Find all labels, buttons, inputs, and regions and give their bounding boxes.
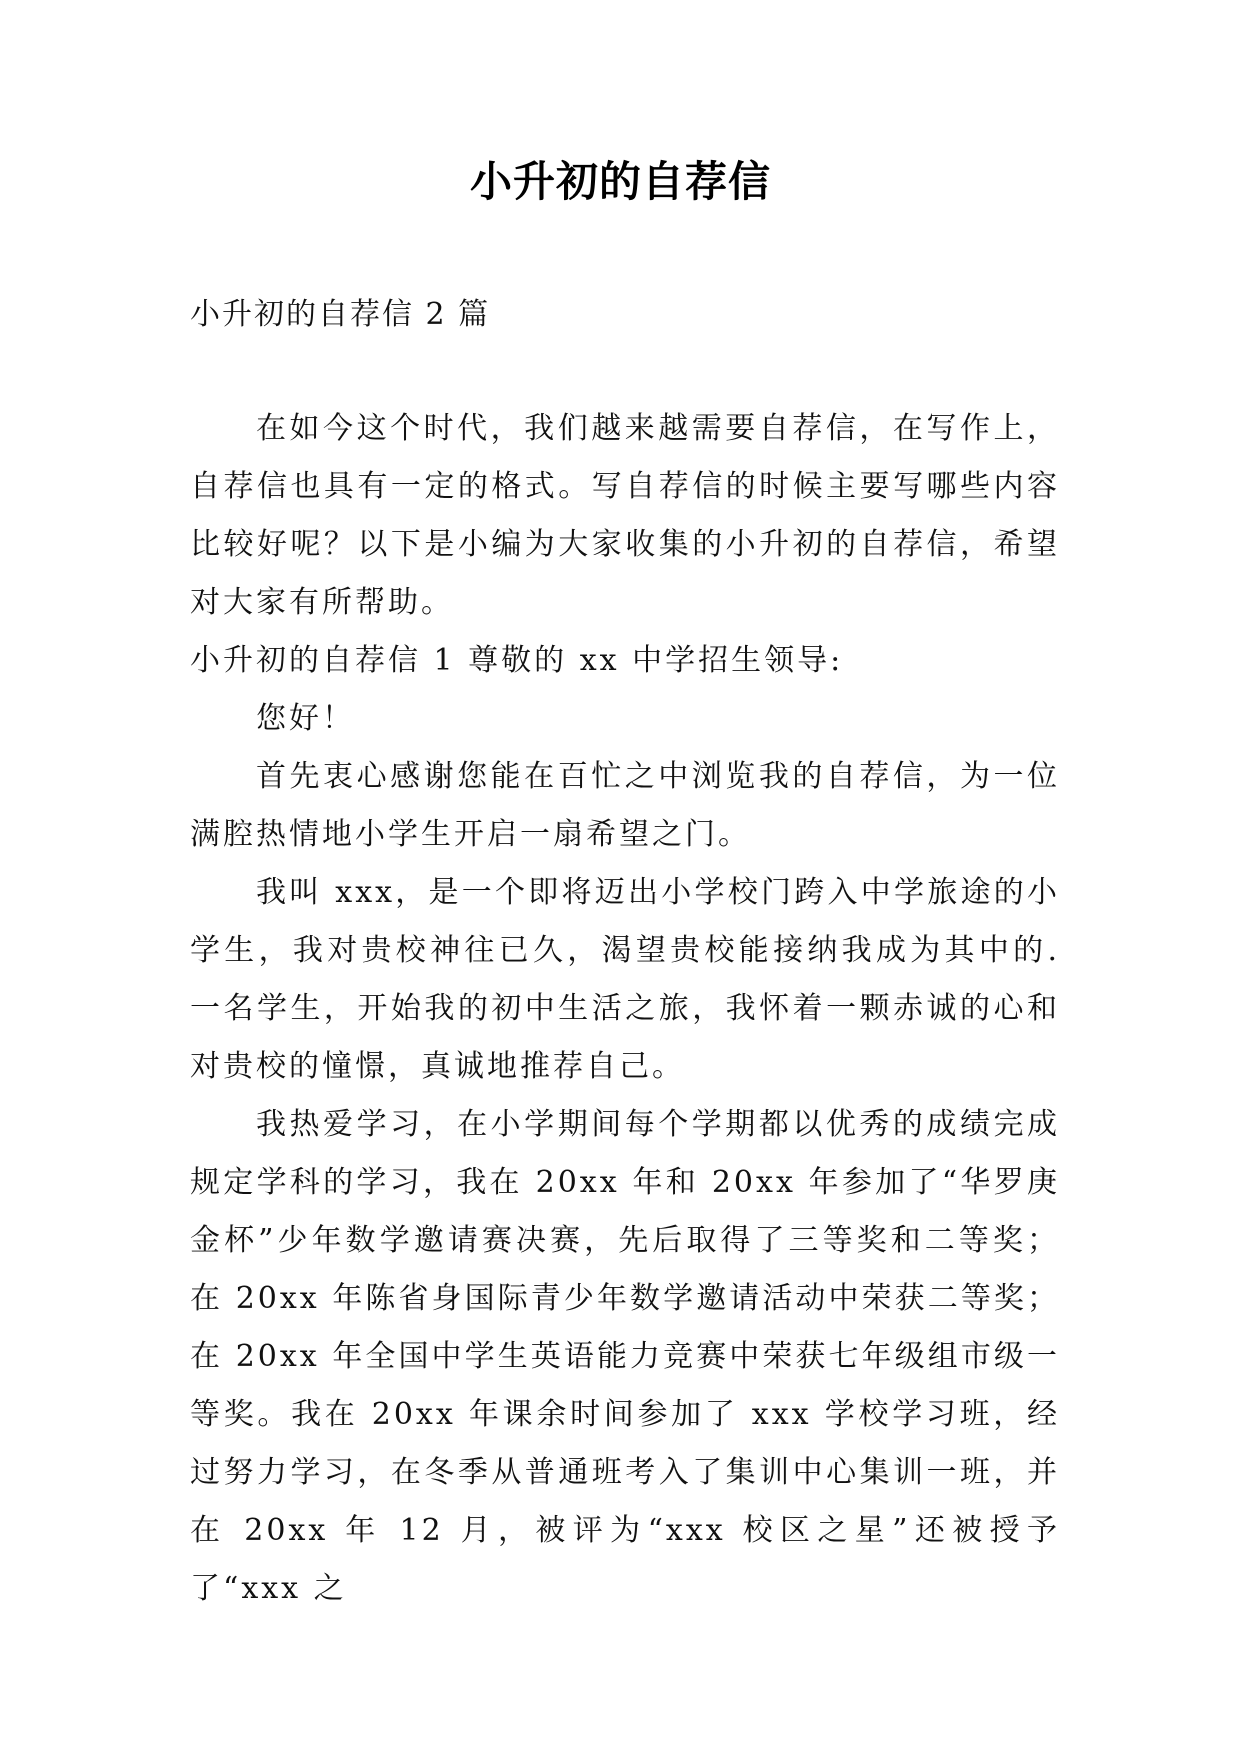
letter-salutation-heading: 小升初的自荐信 1 尊敬的 xx 中学招生领导:: [190, 643, 844, 678]
achievements-paragraph: 我热爱学习，在小学期间每个学期都以优秀的成绩完成规定学科的学习，我在 20xx 年和 20xx 年参加了“华罗庚金杯”少年数学邀请赛决赛，先后取得了三等奖和二等奖；在 20xx 年陈省身国际青少年数学邀请活动中荣获二等奖；在 20xx 年全国中学生英语能力竞赛中荣获七年级组市级一等奖。我在 20xx 年课余时间参加了 xxx 学校学习班，经过努力学习，在冬季从普通班考入了集训中心集训一班，并在 20xx 年 12 月，被评为“xxx 校区之星”还被授予了“xxx 之: [190, 1107, 1060, 1606]
document-title: 小升初的自荐信: [469, 157, 771, 206]
document-subtitle: 小升初的自荐信 2 篇: [190, 297, 491, 332]
thanks-paragraph: 首先衷心感谢您能在百忙之中浏览我的自荐信，为一位满腔热情地小学生开启一扇希望之门。: [190, 759, 1060, 852]
document-body: [190, 400, 1060, 1618]
intro-paragraph: 在如今这个时代，我们越来越需要自荐信，在写作上，自荐信也具有一定的格式。写自荐信的时候主要写哪些内容比较好呢？以下是小编为大家收集的小升初的自荐信，希望对大家有所帮助。: [190, 411, 1060, 620]
introduction-paragraph: 我叫 xxx，是一个即将迈出小学校门跨入中学旅途的小学生，我对贵校神往已久，渴望贵校能接纳我成为其中的.一名学生，开始我的初中生活之旅，我怀着一颗赤诚的心和对贵校的憧憬，真诚地推荐自己。: [190, 875, 1060, 1084]
greeting-paragraph: 您好！: [256, 701, 355, 736]
